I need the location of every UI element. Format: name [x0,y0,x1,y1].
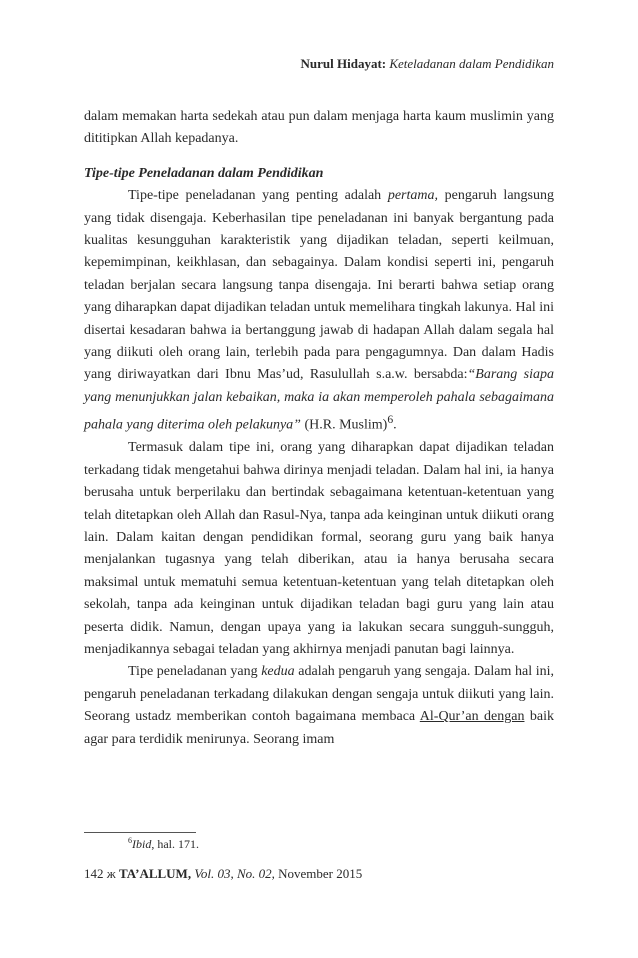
p1-rest: pengaruh langsung yang tidak disengaja. Keberhasilan tipe peneladanan ini banyak bergantung pada kualitas kesungguhan karakteristik yang dijadikan teladan, seperti keilmuan, kepemimpinan, keikhlasan, dan sebagainya. Dalam kondisi seperti ini, pengaruh teladan berjalan secara langsung tanpa disengaja. Ini berarti bahwa setiap orang yang diharapkan dapat dijadikan teladan untuk memelihara tingkah lakunya. Hal ini disertai kesadaran bahwa ia bertanggung jawab di hadapan Allah dalam segala hal yang diikuti oleh orang lain, terlebih pada para pengagumnya. Dan dalam Hadis yang diriwayatkan dari Ibnu Mas’ud, Rasulullah s.a.w. bersabda: [84,188,555,383]
p1-start: Tipe-tipe peneladanan yang penting adalah [128,188,388,204]
journal-volume: Vol. 03, No. 02, [194,866,275,881]
header-author: Nurul Hidayat: [300,56,387,71]
running-header [301,56,554,72]
page-footer [84,866,362,882]
footnote-ref-text: Ibid [132,837,152,851]
footnote-text: , hal. 171. [151,837,200,851]
paragraph-second-type [84,661,554,751]
section-heading: Tipe-tipe Peneladanan dalam Pendidikan [84,165,324,181]
footer-separator: ж [106,866,116,881]
paragraph-first-type [84,185,554,437]
journal-name: TA’ALLUM, [118,866,192,881]
p1-citation: (H.R. Muslim) [300,417,388,433]
p1-quote: “Barang siapa yang menunjukkan jalan kebaikan, maka ia akan memperoleh pahala sebagaimana pahala yang diterima oleh pelakunya” [84,367,554,433]
p1-emph: pertama, [387,188,439,204]
p3-underlined: Al-Qur’an dengan [419,709,525,725]
footnote-divider [84,832,196,833]
page-number: 142 [84,866,104,881]
intro-paragraph: dalam memakan harta sedekah atau pun dalam menjaga harta kaum muslimin yang dititipkan Allah kepadanya. [84,109,554,147]
paragraph-second: Termasuk dalam tipe ini, orang yang diharapkan dapat dijadikan teladan terkadang tidak mengetahui bahwa dirinya menjadi teladan. Dalam hal ini, ia hanya berusaha untuk berperilaku dan bertindak sebagaimana ketentuan-ketentuan yang telah ditetapkan oleh Allah dan Rasul-Nya, tanpa ada keinginan untuk diikuti orang lain. Dalam kaitan dengan pendidikan formal, seorang guru yang baik hanya menjalankan tugasnya yang telah diberikan, atau ia hanya berusaha secara maksimal untuk mematuhi semua ketentuan-ketentuan yang telah ditetapkan oleh sekolah, tanpa ada keinginan untuk dijadikan teladan bagi guru yang lain atau peserta didik. Namun, dengan upaya yang ia lakukan secara sungguh-sungguh, menjadikannya sebagai teladan yang akhirnya menjadi panutan bagi lainnya. [84,440,554,657]
footnote-ref[interactable]: 6 [387,413,394,427]
body-text [84,106,554,751]
p3-middle: adalah pengaruh yang sengaja. Dalam hal ini, pengaruh peneladanan terkadang dilakukan dengan sengaja untuk diikuti yang lain. Seorang ustadz memberikan contoh bagaimana membaca [84,664,554,725]
footnote [128,836,199,852]
p3-emph: kedua [261,664,295,680]
footnote-mark: 6 [128,836,132,845]
header-title: Keteladanan dalam Pendidikan [389,56,554,71]
p3-rest: baik agar para terdidik menirunya. Seorang imam [84,709,554,747]
p1-end: . [393,417,397,433]
p3-start: Tipe peneladanan yang [128,664,262,680]
journal-date: November 2015 [278,866,363,881]
